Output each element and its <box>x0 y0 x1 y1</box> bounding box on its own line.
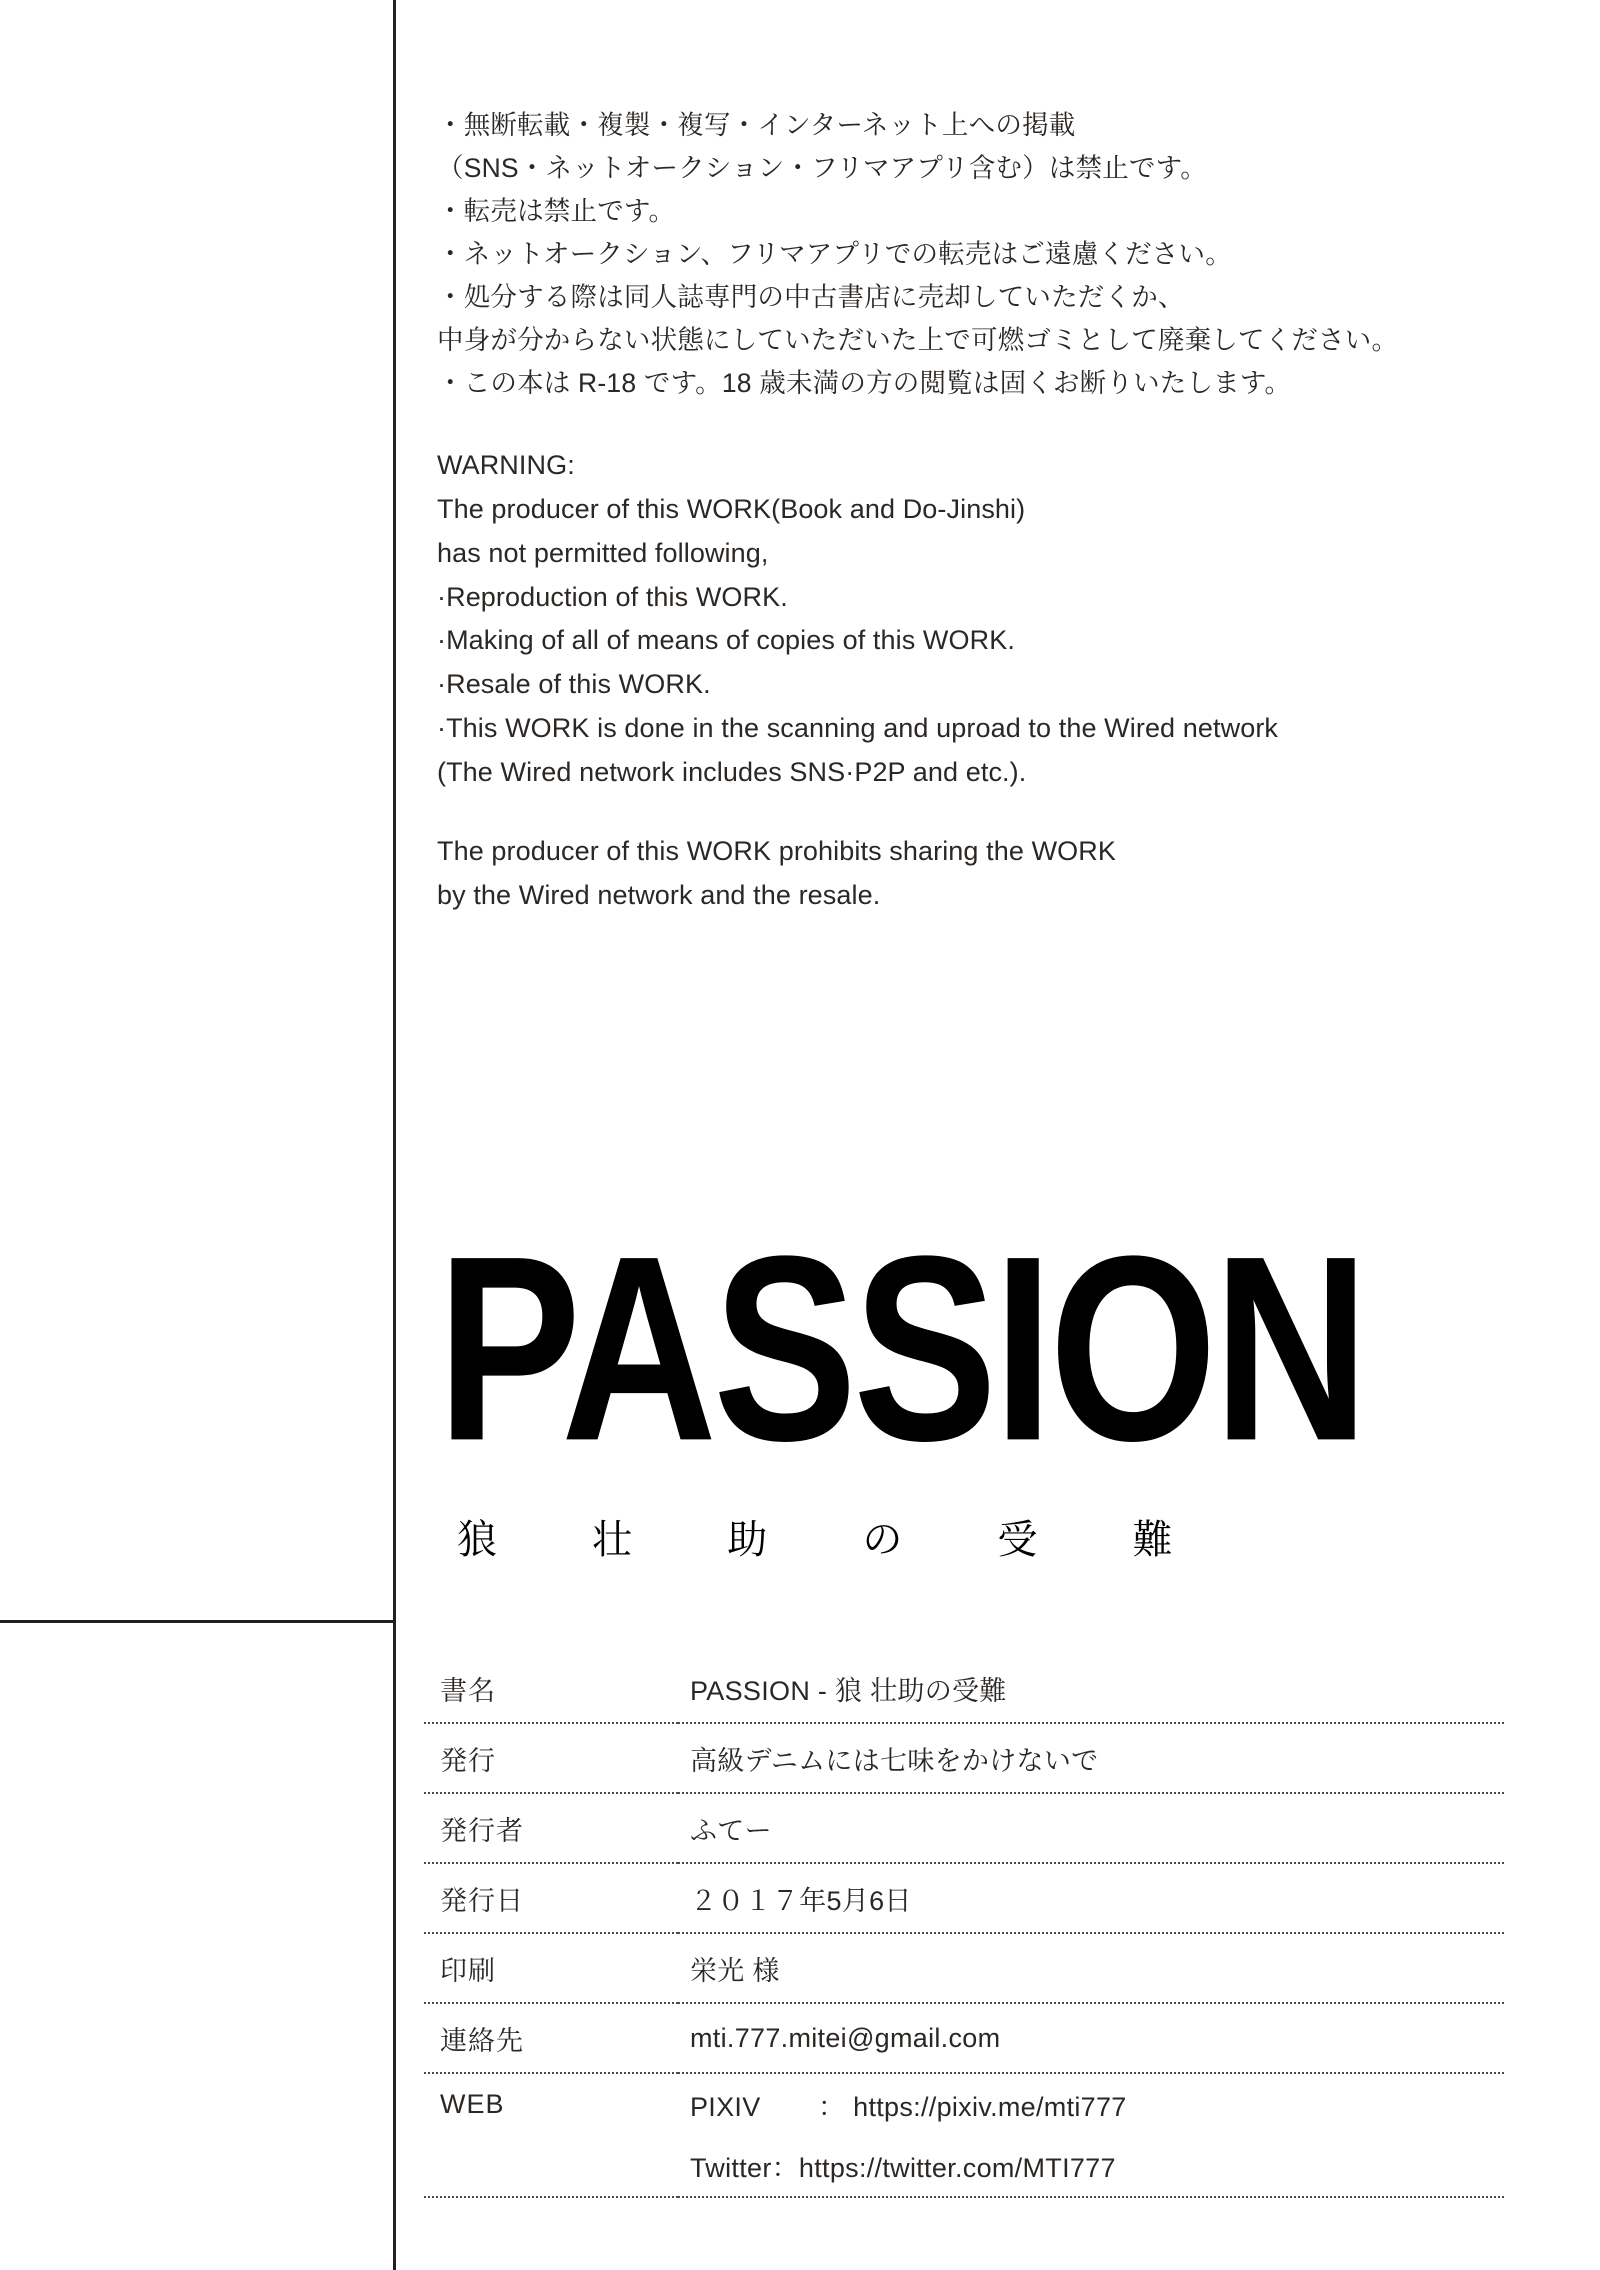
table-row <box>424 1654 1504 1723</box>
notice-jp-line: ・転売は禁止です。 <box>437 195 676 226</box>
table-row <box>424 1793 1504 1863</box>
table-row <box>424 2134 1504 2197</box>
colophon-label: 連絡先 <box>424 2003 678 2073</box>
notice-en-line: ·Resale of this WORK. <box>437 669 711 700</box>
notice-jp-line: ・この本は R-18 です。18 歳未満の方の閲覧は固くお断りいたします。 <box>437 367 1292 398</box>
notice-block <box>437 104 1557 918</box>
notice-en-line: The producer of this WORK(Book and Do-Jinshi) <box>437 494 1026 525</box>
colophon-value-pixiv <box>678 2073 1504 2134</box>
notice-en-line: ·Making of all of means of copies of this WORK. <box>437 625 1015 656</box>
notice-en-line: ·Reproduction of this WORK. <box>437 581 788 612</box>
notice-en-line: has not permitted following, <box>437 537 769 568</box>
colophon-label: 印刷 <box>424 1933 678 2003</box>
colophon-value: 栄光 様 <box>678 1933 1504 2003</box>
colophon-value: ふてー <box>678 1793 1504 1863</box>
notice-en-closing-line: The producer of this WORK prohibits sharing the WORK <box>437 836 1116 867</box>
pixiv-url[interactable]: https://pixiv.me/mti777 <box>853 2091 1127 2122</box>
colophon-value: PASSION - 狼 壮助の受難 <box>678 1654 1504 1723</box>
colophon-value: ２０１７年5月6日 <box>678 1863 1504 1933</box>
logo-subtitle: 狼 壮 助 の 受 難 <box>457 1518 1215 1563</box>
spacer <box>437 404 1557 444</box>
notice-jp-line: 中身が分からない状態にしていただいた上で可燃ゴミとして廃棄してください。 <box>437 324 1399 355</box>
table-row <box>424 2003 1504 2073</box>
notice-jp-line: （SNS・ネットオークション・フリマアプリ含む）は禁止です。 <box>437 152 1207 183</box>
notice-en-line: (The Wired network includes SNS·P2P and etc.). <box>437 756 1027 787</box>
page-divider-vertical-top <box>393 0 396 1621</box>
table-row <box>424 2073 1504 2134</box>
table-row <box>424 1933 1504 2003</box>
page-divider-vertical-bottom <box>393 1621 396 2270</box>
logo-title: PASSION <box>437 1200 1366 1496</box>
colophon-label: 発行日 <box>424 1863 678 1933</box>
colophon-value-twitter[interactable]: Twitter：https://twitter.com/MTI777 <box>678 2134 1504 2197</box>
page-divider-horizontal <box>0 1620 393 1623</box>
colophon-label: 発行者 <box>424 1793 678 1863</box>
japanese-notice <box>437 104 1557 404</box>
colophon-value-email: mti.777.mitei@gmail.com <box>678 2003 1504 2073</box>
english-warning <box>437 444 1557 794</box>
table-row <box>424 1863 1504 1933</box>
colophon-label: 発行 <box>424 1723 678 1793</box>
table-row <box>424 1723 1504 1793</box>
colophon-label-empty <box>424 2134 678 2197</box>
pixiv-separator: ： <box>818 2091 846 2122</box>
notice-en-closing-line: by the Wired network and the resale. <box>437 880 881 911</box>
notice-jp-line: ・無断転載・複製・複写・インターネット上への掲載 <box>437 110 1076 140</box>
title-logo <box>437 1200 1366 1565</box>
pixiv-key: PIXIV <box>690 2091 761 2122</box>
notice-jp-line: ・処分する際は同人誌専門の中古書店に売却していただくか、 <box>437 281 1185 312</box>
notice-jp-line: ・ネットオークション、フリマアプリでの転売はご遠慮ください。 <box>437 238 1232 269</box>
english-closing <box>437 830 1557 917</box>
colophon-label: 書名 <box>424 1654 678 1723</box>
notice-en-line: ·This WORK is done in the scanning and uproad to the Wired network <box>437 712 1279 743</box>
colophon-label-web: WEB <box>440 2088 505 2119</box>
warning-heading: WARNING: <box>437 450 575 481</box>
colophon-value: 高級デニムには七味をかけないで <box>678 1723 1504 1793</box>
colophon-table <box>424 1654 1504 2198</box>
